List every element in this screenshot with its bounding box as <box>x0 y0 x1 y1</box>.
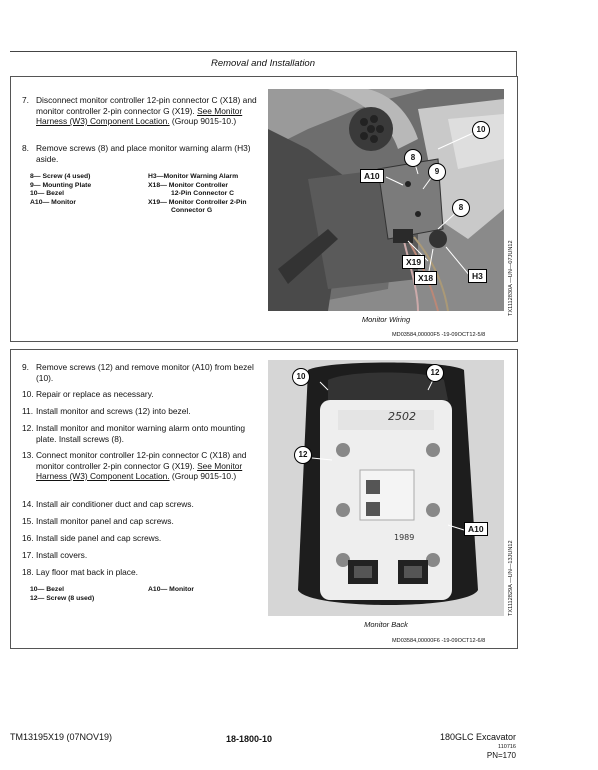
callout-h3: H3 <box>468 269 487 283</box>
section-2-legend-right <box>148 586 194 595</box>
legend-item: 12— Screw (8 used) <box>30 594 95 602</box>
step-text-part: Install monitor panel and cap screws. <box>36 516 174 526</box>
monitor-wiring-photo <box>268 89 504 311</box>
section-2-image-id: TX1112829A —UN—13JUN12 <box>508 540 514 616</box>
step-text <box>22 143 258 164</box>
step-text-part: Install air conditioner duct and cap screws. <box>36 499 194 509</box>
doc-id: TM13195X19 (07NOV19) <box>10 732 113 742</box>
step-text <box>22 550 258 561</box>
section-2-ref: MD03584,00000F6 -19-09OCT12-6/8 <box>392 638 486 644</box>
step <box>22 95 258 127</box>
monitor-back-photo <box>268 360 504 616</box>
step <box>22 533 258 544</box>
step-number: 8. <box>22 143 29 153</box>
legend-item: 9— Mounting Plate <box>30 181 92 189</box>
section-1-image-id: TX1112830A —UN—07JUN12 <box>508 240 514 316</box>
callout-8: 8 <box>404 149 422 167</box>
legend-item: A10— Monitor <box>148 586 195 593</box>
step-text-part: Connect monitor controller 12-pin connector C (X18) and monitor controller 2-pin connector G (X19). <box>36 450 247 471</box>
step-text <box>22 533 258 544</box>
model-name: 180GLC Excavator <box>439 732 516 742</box>
section-1-ref: MD03584,00000F5 -19-09OCT12-5/8 <box>392 332 486 338</box>
step <box>22 450 258 482</box>
step-text <box>22 406 258 417</box>
callout-x19: X19 <box>402 255 425 269</box>
step-number: 7. <box>22 95 29 105</box>
callout-12: 12 <box>426 364 444 382</box>
step-number: 14. <box>22 499 34 509</box>
step-number: 15. <box>22 516 34 526</box>
step-text-part: (Group 9015-10.) <box>169 116 237 126</box>
legend-item: 8— Screw (4 used) <box>30 173 91 180</box>
page-number: PN=170 <box>486 751 516 760</box>
step-text <box>22 499 258 510</box>
step-text-part: Install monitor and screws (12) into bezel. <box>36 406 191 416</box>
legend-item: A10— Monitor <box>30 198 77 206</box>
step-text-part: Repair or replace as necessary. <box>36 389 154 399</box>
page-code: 18-1800-10 <box>226 734 273 744</box>
step-text <box>22 423 258 444</box>
legend-item: X18— Monitor Controller <box>148 181 229 189</box>
section-2-caption: Monitor Back <box>364 620 408 629</box>
legend-item: 10— Bezel <box>30 586 65 593</box>
step-number: 11. <box>22 406 34 416</box>
legend-item: Connector G <box>171 207 213 215</box>
legend-item: 10— Bezel <box>30 190 65 198</box>
page-title: Removal and Installation <box>210 58 316 69</box>
step-number: 16. <box>22 533 34 543</box>
section-1-legend-left <box>30 173 91 207</box>
step <box>22 567 258 578</box>
callout-9: 9 <box>428 163 446 181</box>
cross-reference-link[interactable]: See Monitor Harness (W3) Component Location. <box>36 460 243 481</box>
step <box>22 423 258 444</box>
callout-a10: A10 <box>360 169 384 183</box>
step <box>22 550 258 561</box>
step-text-part: (Group 9015-10.) <box>169 471 237 481</box>
footer-small-code: 110716 <box>498 744 516 750</box>
label-number: 1989 <box>394 533 415 542</box>
step <box>22 406 258 417</box>
callout-12b: 12 <box>294 446 312 464</box>
section-1-legend-right <box>148 173 247 216</box>
callout-a10: A10 <box>464 522 488 536</box>
step-text <box>22 516 258 527</box>
step-number: 18. <box>22 567 34 577</box>
step-text-part: Remove screws (8) and place monitor warning alarm (H3) aside. <box>36 143 251 164</box>
step <box>22 362 258 383</box>
step-text-part: Install side panel and cap screws. <box>36 533 162 543</box>
step <box>22 389 258 400</box>
step-text <box>22 95 258 127</box>
step-text-part: Remove screws (12) and remove monitor (A10) from bezel (10). <box>36 362 254 383</box>
step-text <box>22 567 258 578</box>
step-number: 9. <box>22 362 29 372</box>
callout-10: 10 <box>472 121 490 139</box>
step-text-part: Lay floor mat back in place. <box>36 567 138 577</box>
step-text-part: Install monitor and monitor warning alarm onto mounting plate. Install screws (8). <box>36 423 246 444</box>
header-rule <box>10 51 516 52</box>
legend-item: 12-Pin Connector C <box>171 190 235 198</box>
monitor-back-illustration <box>268 360 504 616</box>
step <box>22 143 258 164</box>
step-text <box>22 450 258 482</box>
handwriting-mark: 2502 <box>388 410 416 423</box>
step-text-part: Install covers. <box>36 550 88 560</box>
step-text <box>22 389 258 400</box>
callout-x18: X18 <box>414 271 437 285</box>
step-number: 13. <box>22 450 34 460</box>
header-rule-right <box>516 51 517 77</box>
cross-reference-link[interactable]: See Monitor Harness (W3) Component Location. <box>36 105 243 126</box>
step-number: 17. <box>22 550 34 560</box>
step <box>22 499 258 510</box>
step-text <box>22 362 258 383</box>
step-text-part: Disconnect monitor controller 12-pin connector C (X18) and monitor controller 2-pin connector G (X19). <box>36 95 257 116</box>
callout-8b: 8 <box>452 199 470 217</box>
section-2-legend-left <box>30 586 94 603</box>
legend-item: X19— Monitor Controller 2-Pin <box>148 198 247 206</box>
step-number: 10. <box>22 389 34 399</box>
legend-item: H3—Monitor Warning Alarm <box>148 173 239 180</box>
section-1-caption: Monitor Wiring <box>361 315 411 324</box>
step <box>22 516 258 527</box>
callout-10: 10 <box>292 368 310 386</box>
step-number: 12. <box>22 423 34 433</box>
